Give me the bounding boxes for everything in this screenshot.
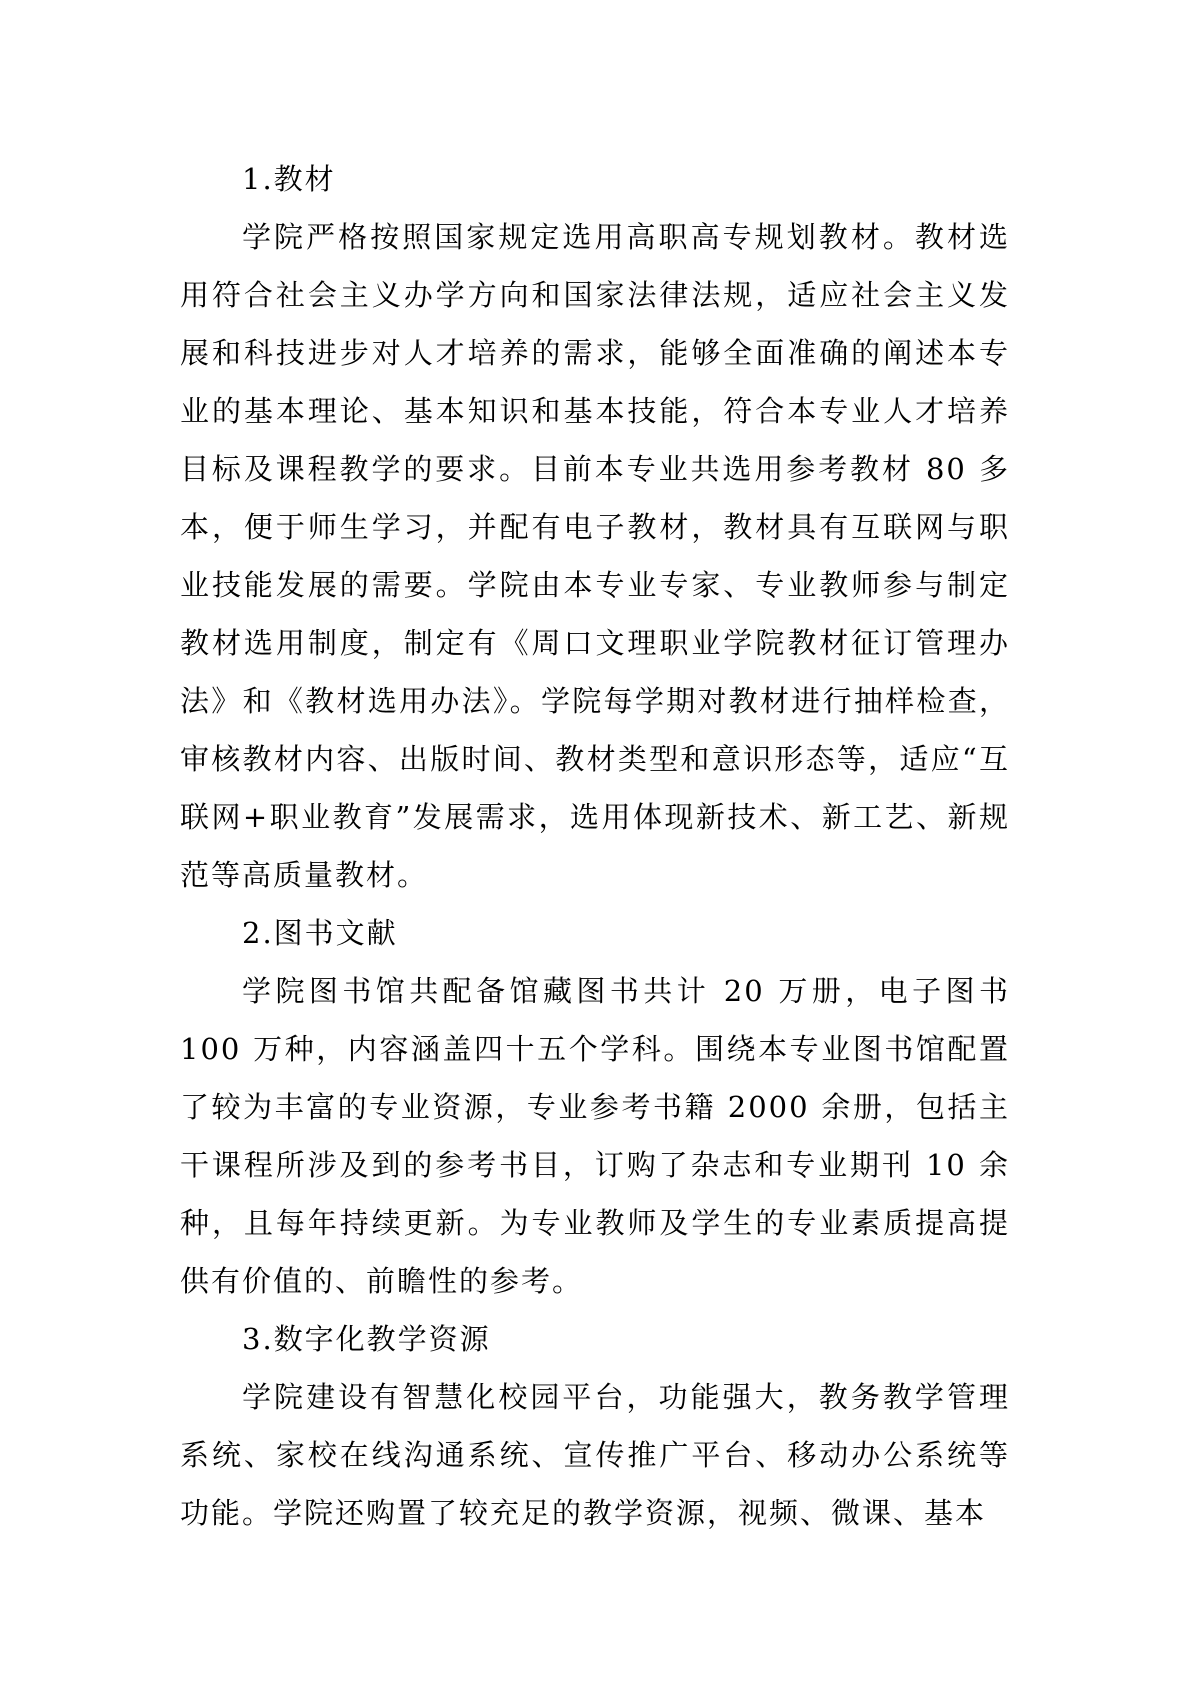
section-heading-library: 2.图书文献 bbox=[242, 916, 398, 950]
document-body bbox=[180, 150, 1010, 1542]
section-heading-textbooks: 1.教材 bbox=[242, 162, 336, 196]
paragraph-digital-resources: 学院建设有智慧化校园平台，功能强大，教务教学管理系统、家校在线沟通系统、宣传推广平台、移动办公系统等功能。学院还购置了较充足的教学资源，视频、微课、基本 bbox=[180, 1380, 1010, 1530]
section-heading-digital-resources: 3.数字化教学资源 bbox=[242, 1322, 491, 1356]
paragraph-textbooks: 学院严格按照国家规定选用高职高专规划教材。教材选用符合社会主义办学方向和国家法律法规，适应社会主义发展和科技进步对人才培养的需求，能够全面准确的阐述本专业的基本理论、基本知识和基本技能，符合本专业人才培养目标及课程教学的要求。目前本专业共选用参考教材 80 多本，便于师生学习，并配有电子教材，教材具有互联网与职业技能发展的需要。学院由本专业专家、专业教师参与制定教材选用制度，制定有《周口文理职业学院教材征订管理办法》和《教材选用办法》。学院每学期对教材进行抽样检查，审核教材内容、出版时间、教材类型和意识形态等，适应“互联网+职业教育”发展需求，选用体现新技术、新工艺、新规范等高质量教材。 bbox=[180, 220, 1010, 892]
paragraph-library: 学院图书馆共配备馆藏图书共计 20 万册，电子图书 100 万种，内容涵盖四十五个学科。围绕本专业图书馆配置了较为丰富的专业资源，专业参考书籍 2000 余册，包括主干课程所涉及到的参考书目，订购了杂志和专业期刊 10 余种，且每年持续更新。为专业教师及学生的专业素质提高提供有价值的、前瞻性的参考。 bbox=[180, 974, 1010, 1298]
